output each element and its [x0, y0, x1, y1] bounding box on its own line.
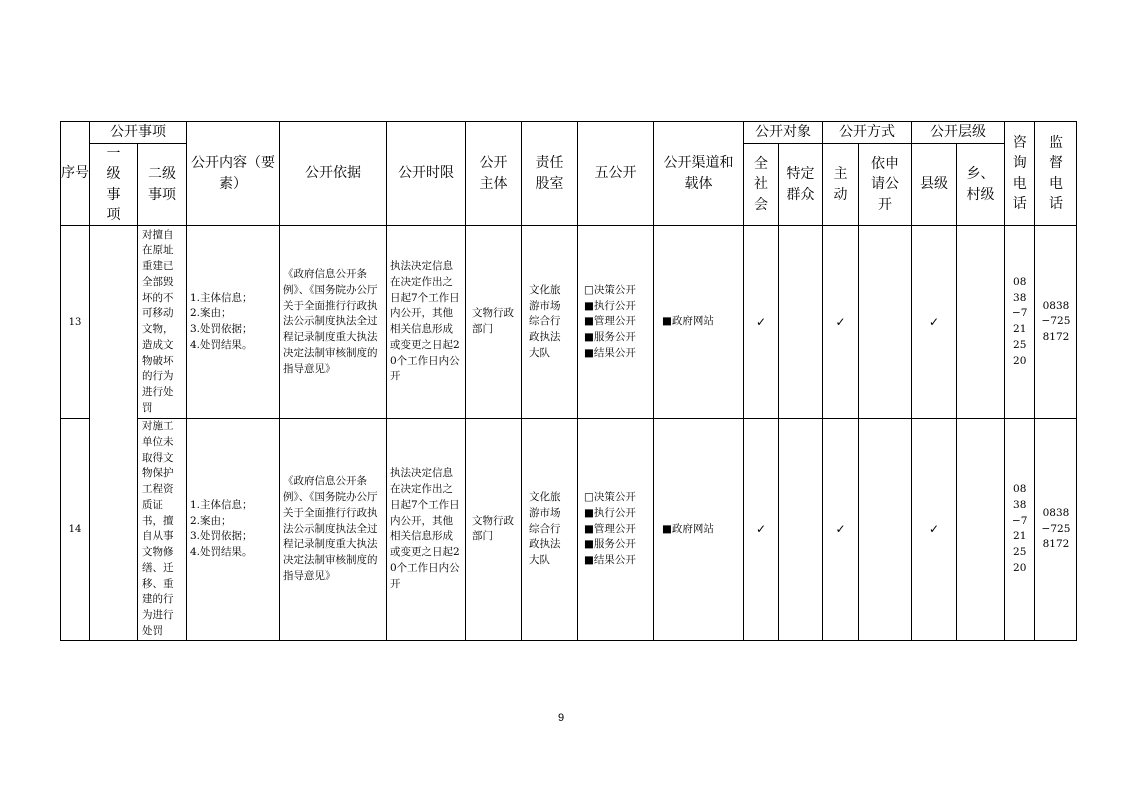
header-time-limit: 公开时限 — [387, 122, 466, 226]
header-five-public: 五公开 — [578, 122, 654, 226]
header-level: 公开层级 — [912, 122, 1005, 144]
supervise-phone: 0838−7258172 — [1035, 226, 1077, 419]
table-row — [61, 419, 1077, 641]
on-request-cell — [859, 419, 912, 641]
header-object-all: 全社会 — [744, 144, 779, 226]
disclosure-table — [60, 121, 1077, 641]
header-channel: 公开渠道和载体 — [654, 122, 744, 226]
five-public-item: □决策公开 — [584, 283, 636, 296]
consult-phone: 0838−7212520 — [1005, 419, 1035, 641]
disclosure-subject: 文物行政部门 — [466, 226, 522, 419]
level2-item: 对施工单位未取得文物保护工程资质证书，擅自从事文物修缮、迁移、重建的行为进行处罚 — [138, 419, 187, 641]
five-public-item: ■管理公开 — [584, 315, 636, 328]
five-public-item: ■管理公开 — [584, 522, 636, 535]
header-subject: 公开主体 — [466, 122, 522, 226]
page-number: 9 — [557, 712, 565, 724]
header-basis: 公开依据 — [280, 122, 387, 226]
row-index: 13 — [61, 226, 90, 419]
disclosure-basis: 《政府信息公开条例》、《国务院办公厅关于全面推行行政执法公示制度执法全过程记录制度重大执法决定法制审核制度的指导意见》 — [280, 419, 387, 641]
header-seq: 序号 — [61, 122, 90, 226]
header-level-town: 乡、村级 — [957, 144, 1005, 226]
specific-group-cell — [779, 226, 823, 419]
county-check: ✓ — [912, 226, 957, 419]
table-row — [61, 226, 1077, 419]
five-public-item: ■执行公开 — [584, 299, 636, 312]
responsible-dept: 文化旅游市场综合行政执法大队 — [522, 226, 578, 419]
active-check: ✓ — [823, 419, 859, 641]
row-index: 14 — [61, 419, 90, 641]
disclosure-basis: 《政府信息公开条例》、《国务院办公厅关于全面推行行政执法公示制度执法全过程记录制度重大执法决定法制审核制度的指导意见》 — [280, 226, 387, 419]
header-public-items: 公开事项 — [90, 122, 187, 144]
disclosure-subject: 文物行政部门 — [466, 419, 522, 641]
consult-phone: 0838−7212520 — [1005, 226, 1035, 419]
header-content: 公开内容（要素） — [187, 122, 280, 226]
header-method-request: 依申请公开 — [859, 144, 912, 226]
header-dept: 责任股室 — [522, 122, 578, 226]
all-society-check: ✓ — [744, 419, 779, 641]
five-public-item: ■执行公开 — [584, 506, 636, 519]
header-supervise-phone: 监督电话 — [1035, 122, 1077, 226]
five-public-item: ■结果公开 — [584, 346, 636, 359]
on-request-cell — [859, 226, 912, 419]
disclosure-time-limit: 执法决定信息在决定作出之日起7个工作日内公开，其他相关信息形成或变更之日起20个工作日内公开 — [387, 226, 466, 419]
header-level1: 一级事项 — [90, 144, 138, 226]
specific-group-cell — [779, 419, 823, 641]
active-check: ✓ — [823, 226, 859, 419]
header-level-county: 县级 — [912, 144, 957, 226]
level1-item-cell — [90, 226, 138, 641]
town-cell — [957, 226, 1005, 419]
header-method-active: 主动 — [823, 144, 859, 226]
all-society-check: ✓ — [744, 226, 779, 419]
disclosure-channel: ■政府网站 — [654, 226, 744, 419]
header-consult-phone: 咨询电话 — [1005, 122, 1035, 226]
header-level2: 二级事项 — [138, 144, 187, 226]
level2-item: 对擅自在原址重建已全部毁坏的不可移动文物，造成文物破坏的行为进行处罚 — [138, 226, 187, 419]
five-public-item: ■服务公开 — [584, 538, 636, 551]
five-public-list — [578, 226, 654, 419]
five-public-list — [578, 419, 654, 641]
header-object-specific: 特定群众 — [779, 144, 823, 226]
five-public-item: ■结果公开 — [584, 554, 636, 567]
responsible-dept: 文化旅游市场综合行政执法大队 — [522, 419, 578, 641]
five-public-item: □决策公开 — [584, 491, 636, 504]
five-public-item: ■服务公开 — [584, 331, 636, 344]
county-check: ✓ — [912, 419, 957, 641]
disclosure-content: 1.主体信息； 2.案由； 3.处罚依据； 4.处罚结果。 — [187, 419, 280, 641]
town-cell — [957, 419, 1005, 641]
disclosure-content: 1.主体信息； 2.案由； 3.处罚依据； 4.处罚结果。 — [187, 226, 280, 419]
disclosure-time-limit: 执法决定信息在决定作出之日起7个工作日内公开，其他相关信息形成或变更之日起20个工作日内公开 — [387, 419, 466, 641]
header-method: 公开方式 — [823, 122, 912, 144]
disclosure-channel: ■政府网站 — [654, 419, 744, 641]
supervise-phone: 0838−7258172 — [1035, 419, 1077, 641]
header-object: 公开对象 — [744, 122, 823, 144]
